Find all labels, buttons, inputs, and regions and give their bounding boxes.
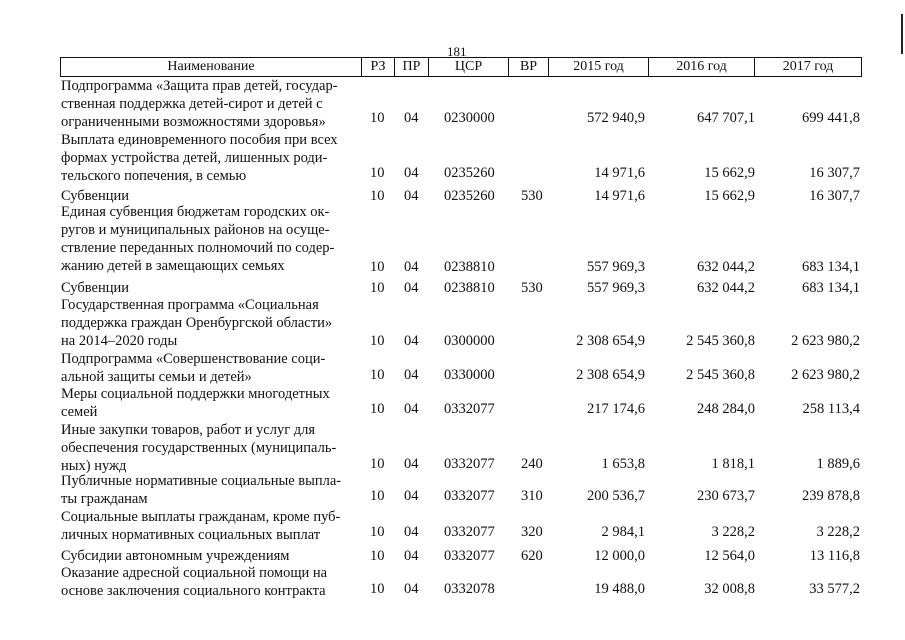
row-name-line: ругов и муниципальных районов на осуще- [61,222,330,238]
column-header-2016: 2016 год [648,58,754,76]
cell-pr: 04 [404,581,419,597]
cell-2016: 632 044,2 [697,280,755,296]
cell-rz: 10 [370,456,385,472]
column-header-pr: ПР [394,58,428,76]
cell-pr: 04 [404,110,419,126]
row-name-line: Публичные нормативные социальные выпла- [61,473,342,489]
cell-2017: 33 577,2 [809,581,860,597]
column-header-rz: РЗ [361,58,394,76]
column-header-name: Наименование [60,58,361,76]
cell-pr: 04 [404,456,419,472]
cell-vr: 530 [521,188,543,204]
cell-2015: 2 984,1 [601,524,645,540]
page-edge-mark [901,14,903,54]
row-name-line: альной защиты семьи и детей» [61,369,252,385]
cell-2017: 13 116,8 [809,548,860,564]
row-name [61,564,361,600]
page-number: 181 [447,44,467,59]
cell-csr: 0332077 [444,524,495,540]
row-name-line: ственная поддержка детей-сирот и детей с [61,96,323,112]
row-name [61,203,361,275]
cell-2017: 1 889,6 [816,456,860,472]
column-header-2015: 2015 год [548,58,648,76]
cell-vr: 240 [521,456,543,472]
cell-csr: 0330000 [444,367,495,383]
cell-rz: 10 [370,367,385,383]
cell-pr: 04 [404,165,419,181]
cell-2016: 15 662,9 [704,165,755,181]
cell-2017: 3 228,2 [816,524,860,540]
row-name [61,296,361,350]
cell-pr: 04 [404,548,419,564]
cell-2015: 14 971,6 [594,188,645,204]
cell-2015: 200 536,7 [587,488,645,504]
row-name-line: личных нормативных социальных выплат [61,527,321,543]
cell-rz: 10 [370,488,385,504]
cell-pr: 04 [404,333,419,349]
cell-pr: 04 [404,259,419,275]
row-name-line: тельского попечения, в семью [61,168,247,184]
cell-2015: 557 969,3 [587,280,645,296]
cell-vr: 310 [521,488,543,504]
row-name-line: Единая субвенция бюджетам городских ок- [61,204,330,220]
cell-csr: 0332078 [444,581,495,597]
column-header-vr: ВР [508,58,548,76]
row-name [61,131,361,185]
cell-csr: 0332077 [444,548,495,564]
row-name [61,279,361,297]
cell-2015: 1 653,8 [601,456,645,472]
row-name-line: поддержка граждан Оренбургской области» [61,315,333,331]
cell-2016: 2 545 360,8 [686,367,755,383]
cell-pr: 04 [404,188,419,204]
cell-rz: 10 [370,259,385,275]
cell-rz: 10 [370,110,385,126]
cell-2017: 16 307,7 [809,165,860,181]
cell-rz: 10 [370,280,385,296]
cell-2017: 2 623 980,2 [791,367,860,383]
row-name [61,350,361,386]
cell-2016: 2 545 360,8 [686,333,755,349]
cell-2017: 258 113,4 [802,401,860,417]
cell-2015: 2 308 654,9 [576,367,645,383]
row-name-line: ты гражданам [61,491,148,507]
cell-rz: 10 [370,581,385,597]
cell-2017: 2 623 980,2 [791,333,860,349]
cell-rz: 10 [370,188,385,204]
table-header [60,57,862,77]
cell-rz: 10 [370,401,385,417]
row-name-line: Государственная программа «Социальная [61,297,319,313]
cell-csr: 0238810 [444,280,495,296]
cell-vr: 620 [521,548,543,564]
row-name [61,77,361,131]
cell-2015: 14 971,6 [594,165,645,181]
cell-csr: 0235260 [444,188,495,204]
row-name-line: основе заключения социального контракта [61,583,326,599]
cell-pr: 04 [404,524,419,540]
row-name [61,421,361,475]
cell-2016: 32 008,8 [704,581,755,597]
cell-2015: 557 969,3 [587,259,645,275]
cell-2015: 217 174,6 [587,401,645,417]
cell-2015: 12 000,0 [594,548,645,564]
cell-rz: 10 [370,524,385,540]
cell-pr: 04 [404,280,419,296]
row-name-line: ствление переданных полномочий по содер- [61,240,335,256]
cell-vr: 530 [521,280,543,296]
cell-2017: 683 134,1 [802,280,860,296]
cell-csr: 0332077 [444,456,495,472]
column-header-csr: ЦСР [428,58,508,76]
row-name-line: Субвенции [61,280,129,296]
column-header-2017: 2017 год [754,58,862,76]
cell-2016: 230 673,7 [697,488,755,504]
cell-2015: 19 488,0 [594,581,645,597]
row-name-line: ограниченными возможностями здоровья» [61,114,326,130]
row-name-line: семей [61,404,98,420]
cell-2016: 1 818,1 [711,456,755,472]
cell-2016: 3 228,2 [711,524,755,540]
row-name-line: Меры социальной поддержки многодетных [61,386,330,402]
row-name-line: жанию детей в замещающих семьях [61,258,285,274]
row-name [61,508,361,544]
cell-rz: 10 [370,548,385,564]
row-name-line: Подпрограмма «Защита прав детей, государ- [61,78,338,94]
cell-2016: 248 284,0 [697,401,755,417]
cell-vr: 320 [521,524,543,540]
cell-2015: 572 940,9 [587,110,645,126]
cell-2015: 2 308 654,9 [576,333,645,349]
cell-csr: 0300000 [444,333,495,349]
row-name-line: формах устройства детей, лишенных роди- [61,150,328,166]
cell-2017: 683 134,1 [802,259,860,275]
row-name-line: на 2014–2020 годы [61,333,178,349]
row-name-line: обеспечения государственных (муниципаль- [61,440,337,456]
cell-csr: 0332077 [444,488,495,504]
cell-2016: 647 707,1 [697,110,755,126]
row-name-line: Иные закупки товаров, работ и услуг для [61,422,316,438]
row-name-line: Социальные выплаты гражданам, кроме пуб- [61,509,341,525]
row-name-line: Субвенции [61,188,129,204]
row-name [61,472,361,508]
cell-2017: 699 441,8 [802,110,860,126]
cell-2016: 12 564,0 [704,548,755,564]
cell-2017: 239 878,8 [802,488,860,504]
row-name-line: Выплата единовременного пособия при всех [61,132,338,148]
cell-csr: 0238810 [444,259,495,275]
row-name-line: Субсидии автономным учреждениям [61,548,290,564]
row-name [61,547,361,565]
row-name-line: Подпрограмма «Совершенствование соци- [61,351,326,367]
cell-pr: 04 [404,401,419,417]
cell-2016: 632 044,2 [697,259,755,275]
cell-csr: 0235260 [444,165,495,181]
cell-csr: 0332077 [444,401,495,417]
cell-pr: 04 [404,367,419,383]
cell-rz: 10 [370,165,385,181]
cell-2016: 15 662,9 [704,188,755,204]
cell-rz: 10 [370,333,385,349]
cell-2017: 16 307,7 [809,188,860,204]
cell-pr: 04 [404,488,419,504]
row-name-line: Оказание адресной социальной помощи на [61,565,328,581]
row-name [61,385,361,421]
cell-csr: 0230000 [444,110,495,126]
row-name-line: ных) нужд [61,458,127,474]
